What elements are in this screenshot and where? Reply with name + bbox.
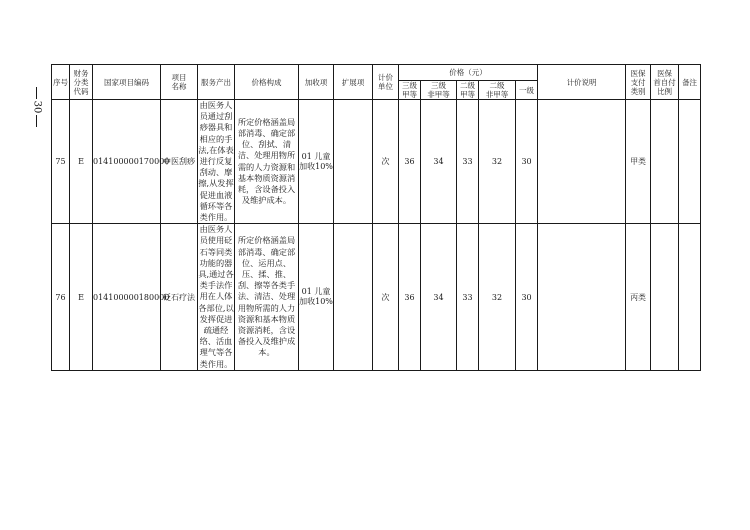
cell-level1: 30 xyxy=(516,100,538,224)
header-price-composition: 价格构成 xyxy=(235,65,299,100)
header-level3-a xyxy=(399,81,421,100)
cell-level2-a: 33 xyxy=(457,100,479,224)
cell-insurance-type: 丙类 xyxy=(626,224,651,371)
cell-national-code: 014100000180000 xyxy=(93,224,161,371)
header-unit-text: 计价 单位 xyxy=(378,73,393,91)
header-finance-code-text: 财务 分类 代码 xyxy=(73,68,89,96)
header-level2-a-text: 二级 甲等 xyxy=(460,81,475,99)
header-level3-non-a xyxy=(421,81,457,100)
page-number-text: 30 xyxy=(30,100,42,114)
header-surcharge: 加收项 xyxy=(299,65,334,100)
cell-remark xyxy=(679,100,701,224)
header-remark: 备注 xyxy=(679,65,701,100)
cell-seq: 76 xyxy=(52,224,70,371)
cell-price-composition: 所定价格涵盖局部消毒、确定部位、刮拭、清洁、处理用物所需的人力资源和基本物质资源消耗，含设备投入及维护成本。 xyxy=(235,100,299,224)
page-number-dash-top xyxy=(36,87,37,99)
cell-level2-non-a: 32 xyxy=(479,100,516,224)
cell-level3-a: 36 xyxy=(399,100,421,224)
cell-item-name: 砭石疗法 xyxy=(161,224,198,371)
cell-insurance-type: 甲类 xyxy=(626,100,651,224)
header-price-group: 价格（元） xyxy=(399,65,538,81)
cell-seq: 75 xyxy=(52,100,70,224)
header-finance-code xyxy=(70,65,93,100)
header-insurance-ratio-text: 医保 首自付 比例 xyxy=(653,68,676,96)
cell-extension xyxy=(334,100,373,224)
cell-level3-a: 36 xyxy=(399,224,421,371)
cell-pricing-note xyxy=(538,224,626,371)
header-insurance-ratio xyxy=(651,65,679,100)
cell-level3-non-a: 34 xyxy=(421,100,457,224)
cell-finance-code: E xyxy=(70,224,93,371)
cell-level2-non-a: 32 xyxy=(479,224,516,371)
header-seq: 序号 xyxy=(52,65,70,100)
cell-price-composition: 所定价格涵盖局部消毒、确定部位、运用点、压、揉、推、刮、擦等各类手法、清洁、处理用物所需的人力资源和基本物质资源消耗，含设备投入及维护成本。 xyxy=(235,224,299,371)
cell-level3-non-a: 34 xyxy=(421,224,457,371)
header-row-1 xyxy=(52,65,701,81)
cell-pricing-note xyxy=(538,100,626,224)
page-number-dash-bottom xyxy=(36,115,37,127)
cell-extension xyxy=(334,224,373,371)
cell-unit: 次 xyxy=(373,100,399,224)
header-insurance-type-text: 医保 支付 类别 xyxy=(630,68,646,96)
cell-remark xyxy=(679,224,701,371)
header-national-code: 国家项目编码 xyxy=(93,65,161,100)
header-level2-a xyxy=(457,81,479,100)
header-level2-non-a xyxy=(479,81,516,100)
header-level1: 一级 xyxy=(516,81,538,100)
fee-table xyxy=(51,64,701,371)
header-item-name-text: 项目 名称 xyxy=(171,73,187,91)
cell-insurance-ratio xyxy=(651,100,679,224)
header-insurance-type xyxy=(626,65,651,100)
cell-surcharge: 01 儿童加收10% xyxy=(299,224,334,371)
table-row xyxy=(52,100,701,224)
header-level2-non-a-text: 二级 非甲等 xyxy=(485,81,509,99)
header-service-output: 服务产出 xyxy=(198,65,235,100)
table-row xyxy=(52,224,701,371)
cell-level2-a: 33 xyxy=(457,224,479,371)
header-pricing-note: 计价说明 xyxy=(538,65,626,100)
cell-finance-code: E xyxy=(70,100,93,224)
header-unit xyxy=(373,65,399,100)
cell-unit: 次 xyxy=(373,224,399,371)
cell-service-output: 由医务人员使用砭石等同类功能的器具,通过各类手法作用在人体各部位,以发挥促进疏通经络、活血理气等各类作用。 xyxy=(198,224,234,369)
header-extension: 扩展项 xyxy=(334,65,373,100)
cell-surcharge: 01 儿童加收10% xyxy=(299,100,334,224)
cell-insurance-ratio xyxy=(651,224,679,371)
header-level3-non-a-text: 三级 非甲等 xyxy=(427,81,450,99)
cell-item-name: 中医刮痧 xyxy=(161,100,198,224)
cell-service-output: 由医务人员通过刮痧器具和相应的手法,在体表进行反复刮动、摩擦,从发挥促进血液循环等各类作用。 xyxy=(198,100,234,223)
cell-level1: 30 xyxy=(516,224,538,371)
cell-national-code: 014100000170000 xyxy=(93,100,161,224)
header-item-name xyxy=(161,65,198,100)
page-number xyxy=(27,84,45,130)
header-level3-a-text: 三级 甲等 xyxy=(402,81,417,99)
